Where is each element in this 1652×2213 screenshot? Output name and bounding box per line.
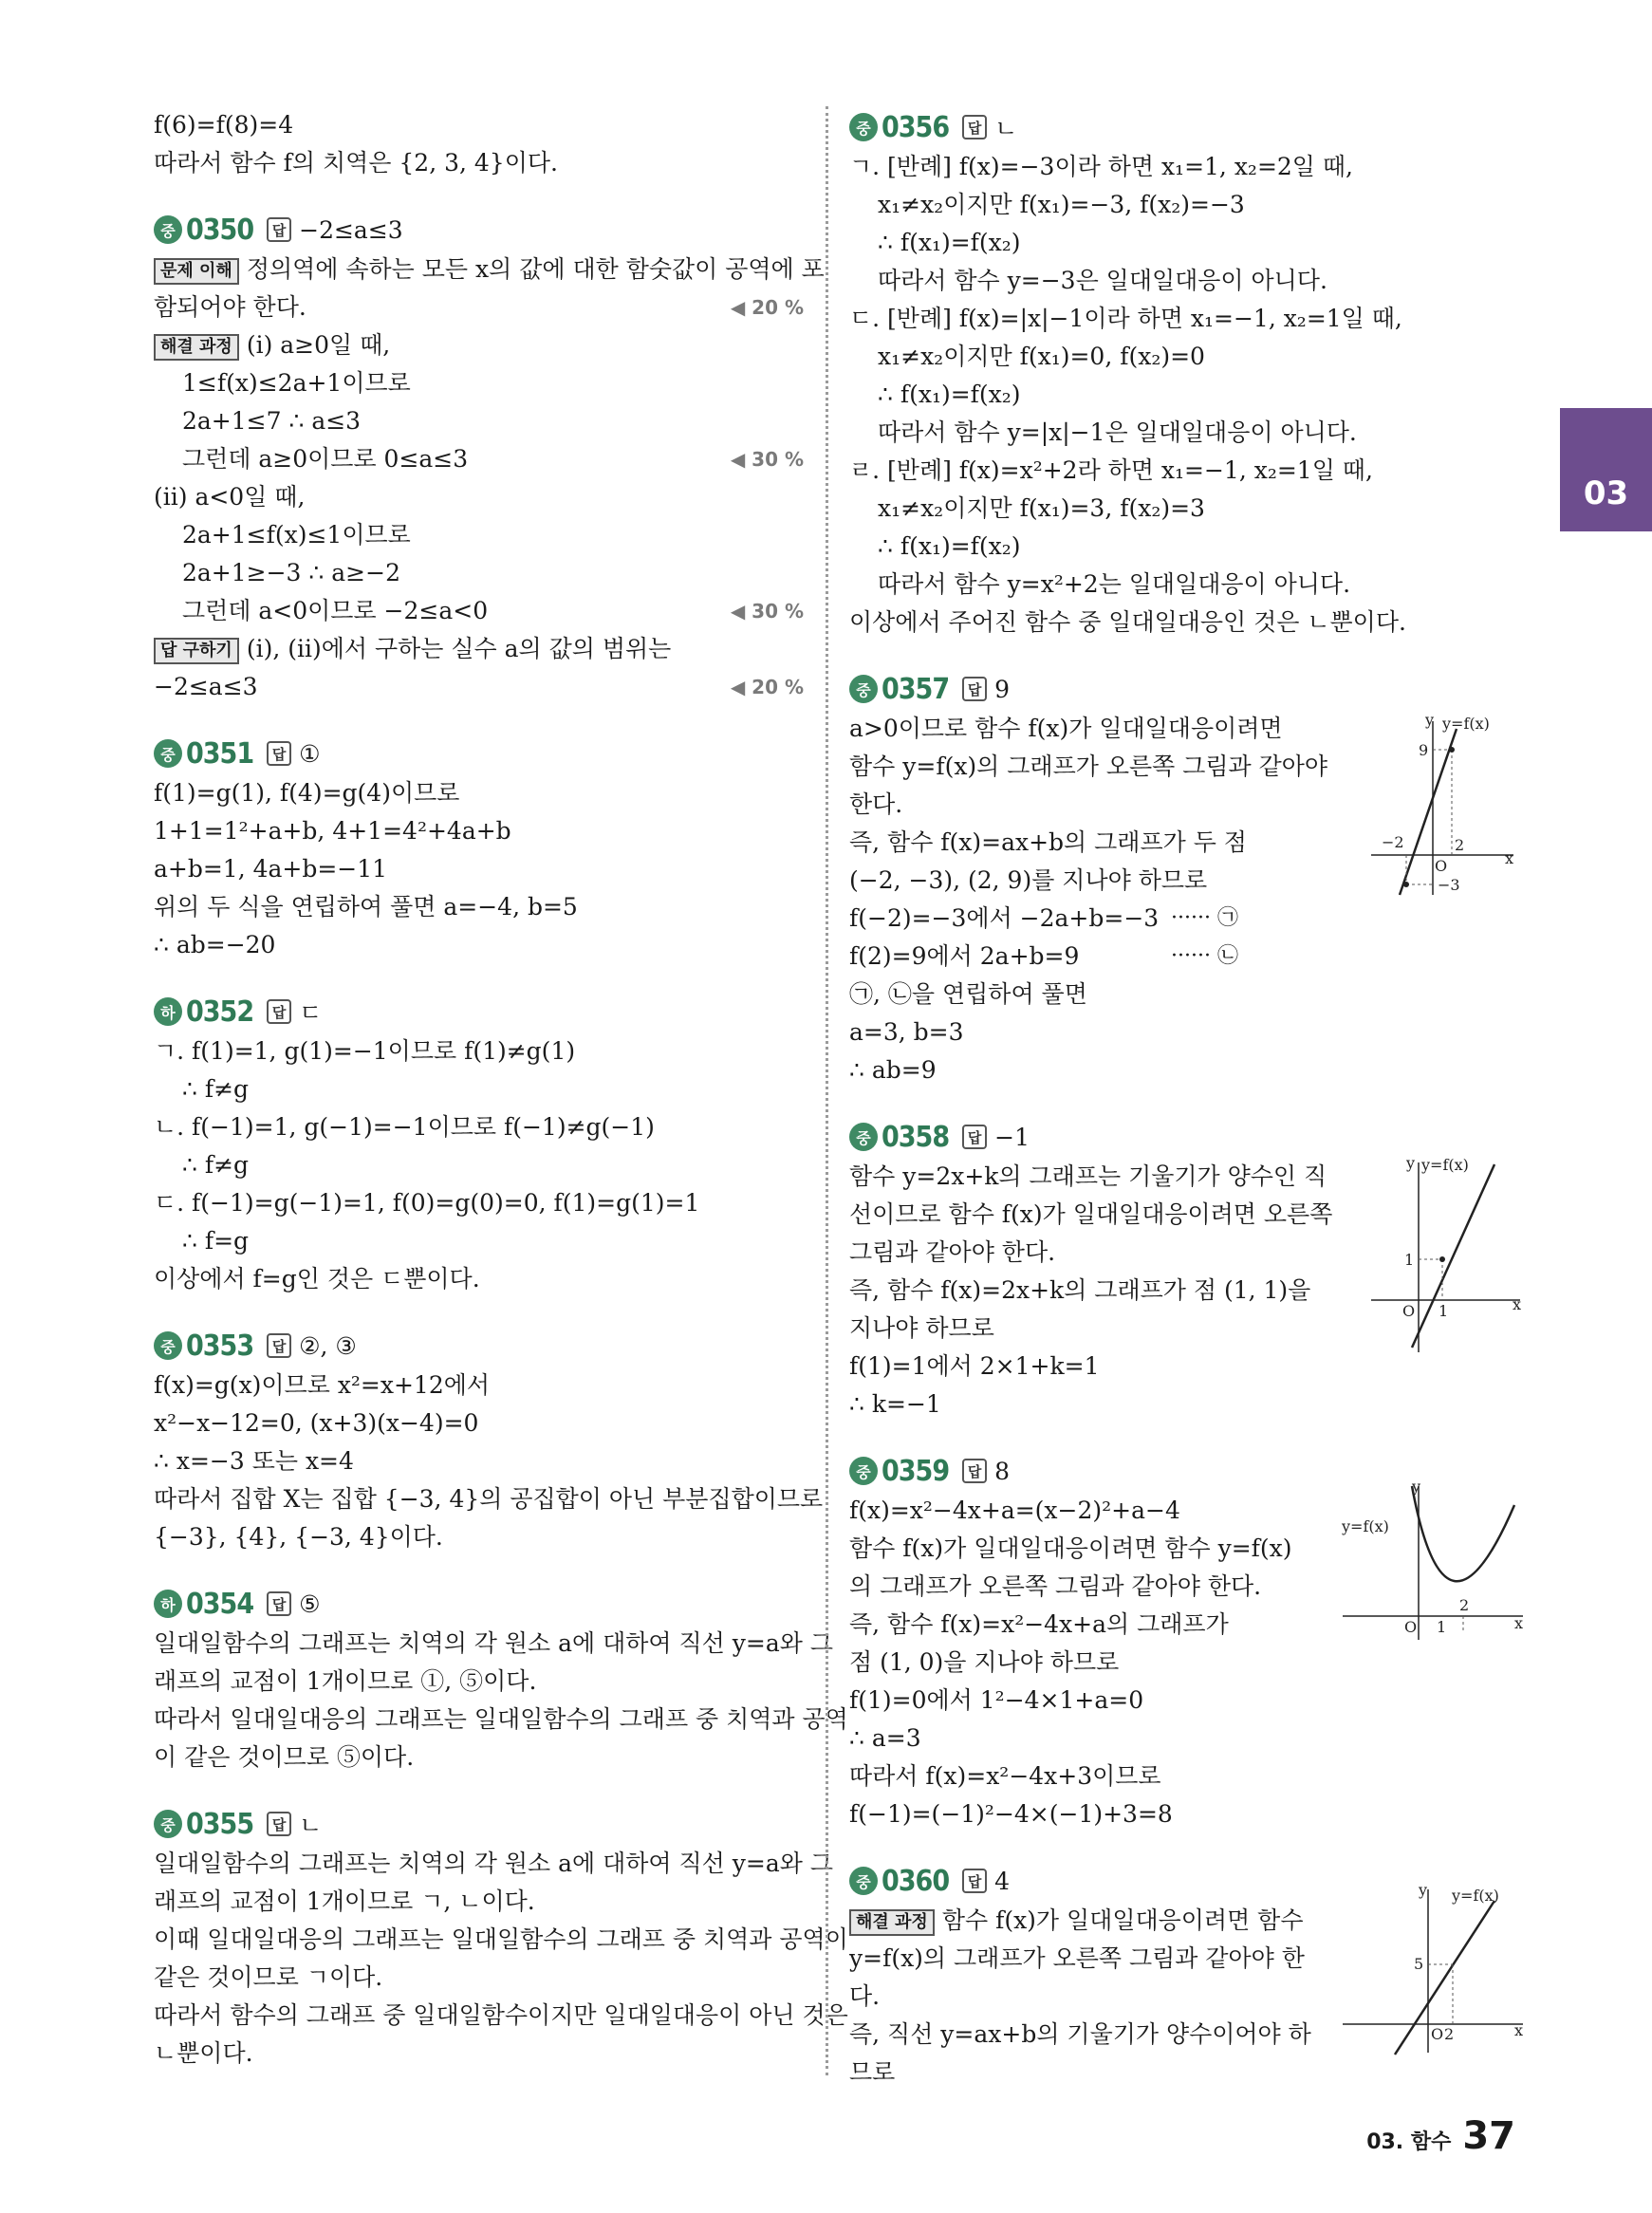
graph-0360-y-axis-label: y: [1419, 1882, 1428, 1899]
line-text: ㄷ. f(−1)=g(−1)=1, f(0)=g(0)=0, f(1)=g(1)=1: [154, 1189, 700, 1217]
line-text: 1≤f(x)≤2a+1이므로: [182, 369, 411, 397]
right-column: [849, 106, 1409, 2092]
line-text: 함수 f(x)가 일대일대응이려면 함수 y=f(x): [849, 1534, 1292, 1562]
graph-0358-tick-x1: 1: [1439, 1302, 1449, 1320]
solution-line: [849, 1568, 1409, 1606]
line-text: a=3, b=3: [849, 1018, 964, 1046]
line-text: 2a+1≤7 ∴ a≤3: [182, 407, 362, 435]
solution-line: [154, 888, 804, 926]
solution-line: [849, 1158, 1409, 1196]
solution-line: [849, 1757, 1409, 1795]
chapter-tab-label: 03: [1583, 474, 1629, 512]
line-text: ㄹ. [반례] f(x)=x²+2라 하면 x₁=−1, x₂=1일 때,: [849, 456, 1373, 484]
problem-number: 0354: [186, 1587, 254, 1621]
solution-line: [154, 440, 804, 478]
solution-line: [849, 1272, 1409, 1310]
problem-number: 0356: [882, 110, 950, 144]
line-text: f(x)=x²−4x+a=(x−2)²+a−4: [849, 1497, 1180, 1524]
solution-line: [154, 592, 804, 630]
solution-line: [154, 668, 804, 706]
solution-line: [849, 338, 1409, 376]
solution-line: [154, 1921, 848, 1959]
graph-0357-origin: O: [1435, 857, 1448, 875]
answer-value: ①: [299, 739, 321, 768]
line-text: 그림과 같아야 한다.: [849, 1238, 1056, 1266]
answer-icon: 답: [267, 1591, 291, 1616]
line-text: 2a+1≥−3 ∴ a≥−2: [182, 559, 400, 586]
problem-header: [154, 1803, 804, 1845]
graph-0360-origin: O: [1431, 2025, 1444, 2043]
step-tag: 해결 과정: [849, 1909, 935, 1936]
solution-line: [154, 478, 804, 516]
problem-number: 0353: [186, 1329, 254, 1363]
line-text: x²−x−12=0, (x+3)(x−4)=0: [154, 1409, 479, 1437]
spacer: [154, 1556, 804, 1583]
line-text: a>0이므로 함수 f(x)가 일대일대응이려면: [849, 715, 1283, 742]
line-text: (ⅱ) a<0일 때,: [154, 483, 306, 511]
solution-line: [849, 710, 1409, 748]
problem-number: 0359: [882, 1454, 950, 1488]
line-text: 2a+1≤f(x)≤1이므로: [182, 521, 411, 549]
graph-0360-tick-5: 5: [1414, 1955, 1424, 1973]
difficulty-badge: 하: [154, 997, 182, 1026]
line-text: ∴ ab=9: [849, 1056, 937, 1084]
solution-line: [849, 900, 1409, 938]
line-text: 따라서 일대일대응의 그래프는 일대일함수의 그래프 중 치역과 공역: [154, 1705, 848, 1733]
solution-line: [849, 2054, 1409, 2092]
problem-header: [154, 1583, 804, 1625]
chapter-tab: [1560, 408, 1652, 531]
solution-line: [154, 1883, 804, 1921]
difficulty-badge: 중: [154, 1810, 182, 1838]
line-text: ∴ f≠g: [182, 1075, 250, 1103]
line-text: 따라서 함수 y=−3은 일대일대응이 아니다.: [878, 267, 1327, 294]
line-text: 그런데 a<0이므로 −2≤a<0: [182, 597, 489, 624]
problem-header: [154, 991, 804, 1032]
solution-line: [154, 364, 804, 402]
graph-0358: [1366, 1153, 1528, 1357]
line-text: 1+1=1²+a+b, 4+1=4²+4a+b: [154, 817, 511, 845]
problem-number: 0352: [186, 995, 254, 1029]
line-text: 이상에서 주어진 함수 중 일대일대응인 것은 ㄴ뿐이다.: [849, 608, 1406, 636]
line-text: 따라서 함수의 그래프 중 일대일함수이지만 일대일대응이 아닌 것은: [154, 2001, 848, 2029]
line-text: (ⅰ), (ⅱ)에서 구하는 실수 a의 값의 범위는: [246, 635, 672, 662]
spacer: [154, 706, 804, 733]
problem-header: [154, 1325, 804, 1367]
line-text: 따라서 f(x)=x²−4x+3이므로: [849, 1762, 1161, 1790]
spacer: [154, 1298, 804, 1325]
score-percent: ◀ 20 %: [730, 296, 804, 319]
page-number: 37: [1462, 2114, 1515, 2158]
solution-line: [849, 1196, 1409, 1234]
page-footer: [1366, 2114, 1515, 2158]
graph-0359-y-axis-label: y: [1412, 1478, 1421, 1496]
problem-header: [154, 733, 804, 774]
solution-line: [849, 1348, 1409, 1385]
problem-number: 0355: [186, 1807, 254, 1841]
line-text: 따라서 함수 f의 치역은 {2, 3, 4}이다.: [154, 149, 558, 177]
problem-header: [849, 668, 1409, 710]
solution-line: [849, 1940, 1409, 1978]
line-text: 일대일함수의 그래프는 치역의 각 원소 a에 대하여 직선 y=a와 그: [154, 1850, 834, 1877]
solution-line: [849, 1310, 1409, 1348]
line-text: 같은 것이므로 ㄱ이다.: [154, 1963, 383, 1991]
line-text: 이때 일대일대응의 그래프는 일대일함수의 그래프 중 치역과 공역이: [154, 1925, 848, 1953]
solution-line: [849, 1051, 1409, 1089]
column-divider: [826, 106, 828, 2075]
graph-0359-tick-1: 1: [1437, 1618, 1447, 1636]
line-text: 즉, 함수 f(x)=ax+b의 그래프가 두 점: [849, 828, 1247, 856]
line-text: 래프의 교점이 1개이므로 ①, ⑤이다.: [154, 1667, 537, 1695]
line-text: y=f(x)의 그래프가 오른쪽 그림과 같아야 한: [849, 1944, 1305, 1972]
line-text: x₁≠x₂이지만 f(x₁)=3, f(x₂)=3: [878, 494, 1205, 522]
line-text: f(1)=0에서 1²−4×1+a=0: [849, 1686, 1144, 1714]
step-tag: 답 구하기: [154, 638, 239, 664]
line-text: 즉, 직선 y=ax+b의 기울기가 양수이어야 하: [849, 2020, 1311, 2048]
line-text: ㄴ뿐이다.: [154, 2039, 253, 2067]
answer-icon: 답: [962, 1459, 987, 1483]
solution-line: [849, 786, 1409, 824]
solution-line: [849, 1795, 1409, 1833]
difficulty-badge: 중: [849, 1123, 878, 1151]
line-text: 점 (1, 0)을 지나야 하므로: [849, 1648, 1120, 1676]
solution-line: [849, 528, 1409, 566]
graph-0357-tick-9: 9: [1419, 741, 1429, 759]
difficulty-badge: 중: [849, 1457, 878, 1485]
difficulty-badge: 중: [154, 215, 182, 244]
solution-line: [154, 850, 804, 888]
answer-icon: 답: [962, 1869, 987, 1893]
spacer: [849, 1089, 1409, 1116]
line-text: f(−2)=−3에서 −2a+b=−3: [849, 904, 1160, 932]
line-text: 의 그래프가 오른쪽 그림과 같아야 한다.: [849, 1572, 1262, 1600]
line-text: ㄱ. [반례] f(x)=−3이라 하면 x₁=1, x₂=2일 때,: [849, 153, 1353, 180]
solution-line: [849, 976, 1409, 1014]
solution-line: [154, 1070, 804, 1108]
solution-line: [154, 1959, 804, 1997]
line-text: 함수 y=f(x)의 그래프가 오른쪽 그림과 같아야: [849, 753, 1328, 780]
solution-line: [849, 824, 1409, 862]
solution-line: [154, 1108, 804, 1146]
line-text: 래프의 교점이 1개이므로 ㄱ, ㄴ이다.: [154, 1888, 535, 1915]
graph-0357-tick-2: 2: [1455, 836, 1465, 854]
answer-icon: 답: [267, 217, 291, 242]
solution-line: [154, 1032, 804, 1070]
answer-value: ②, ③: [299, 1331, 357, 1360]
solution-line: [849, 1644, 1409, 1682]
line-text: (ⅰ) a≥0일 때,: [246, 331, 391, 359]
solution-line: [154, 1518, 804, 1556]
line-text: 따라서 함수 y=x²+2는 일대일대응이 아니다.: [878, 570, 1351, 598]
line-text: 선이므로 함수 f(x)가 일대일대응이려면 오른쪽: [849, 1200, 1333, 1228]
score-percent: ◀ 30 %: [730, 448, 804, 471]
line-text: a+b=1, 4a+b=−11: [154, 855, 388, 883]
answer-value: −2≤a≤3: [299, 215, 403, 244]
solution-line: [154, 1222, 804, 1260]
graph-0360-tick-2: 2: [1444, 2025, 1455, 2043]
line-text: ∴ f(x₁)=f(x₂): [878, 381, 1021, 408]
equation-marker: ······ ㉠: [1171, 906, 1238, 930]
solution-line: [154, 326, 804, 364]
line-text: ∴ f(x₁)=f(x₂): [878, 229, 1021, 256]
problem-number: 0351: [186, 736, 254, 771]
line-text: −2≤a≤3: [154, 673, 258, 700]
line-text: {−3}, {4}, {−3, 4}이다.: [154, 1523, 443, 1551]
graph-0360: [1338, 1882, 1528, 2057]
solution-line: [849, 862, 1409, 900]
solution-line: [849, 1014, 1409, 1051]
spacer: [154, 1776, 804, 1803]
solution-line: [154, 1442, 804, 1480]
solution-line: [849, 566, 1409, 604]
graph-0358-tick-y1: 1: [1404, 1251, 1415, 1269]
graph-0359-curve-label: y=f(x): [1342, 1517, 1389, 1535]
solution-line: [849, 1530, 1409, 1568]
line-text: ∴ x=−3 또는 x=4: [154, 1447, 354, 1475]
graph-0359-origin: O: [1404, 1618, 1418, 1636]
line-text: ∴ ab=−20: [154, 931, 276, 958]
solution-line: [849, 604, 1409, 642]
line-text: 일대일함수의 그래프는 치역의 각 원소 a에 대하여 직선 y=a와 그: [154, 1629, 834, 1657]
solution-line: [154, 926, 804, 964]
solution-line: [154, 1146, 804, 1184]
answer-icon: 답: [267, 999, 291, 1024]
solution-line: [849, 186, 1409, 224]
graph-0357: [1366, 710, 1518, 900]
solution-line: [154, 1184, 804, 1222]
line-text: ㉠, ㉡을 연립하여 풀면: [849, 980, 1087, 1008]
solution-line: [154, 106, 804, 144]
answer-icon: 답: [962, 677, 987, 701]
solution-line: [154, 1701, 848, 1739]
solution-line: [154, 630, 804, 668]
solution-line: [154, 144, 804, 182]
line-text: 따라서 함수 y=|x|−1은 일대일대응이 아니다.: [878, 418, 1357, 446]
solution-line: [154, 1260, 804, 1298]
line-text: f(−1)=(−1)²−4×(−1)+3=8: [849, 1800, 1173, 1828]
graph-0359-tick-2: 2: [1459, 1596, 1470, 1614]
graph-0357-curve-label: y=f(x): [1442, 715, 1490, 733]
line-text: ∴ a=3: [849, 1724, 921, 1752]
spacer: [849, 642, 1409, 668]
equation-marker: ······ ㉡: [1171, 944, 1238, 968]
graph-0359: [1338, 1478, 1528, 1645]
difficulty-badge: 중: [849, 1867, 878, 1895]
solution-line: [154, 1367, 804, 1404]
line-text: f(6)=f(8)=4: [154, 111, 294, 139]
answer-icon: 답: [267, 1333, 291, 1358]
problem-header: [849, 106, 1409, 148]
solution-line: [849, 1492, 1409, 1530]
solution-line: [849, 2016, 1409, 2054]
footer-section: 03. 함수: [1366, 2130, 1452, 2154]
difficulty-badge: 하: [154, 1590, 182, 1618]
answer-value: −1: [994, 1123, 1030, 1151]
line-text: 위의 두 식을 연립하여 풀면 a=−4, b=5: [154, 893, 578, 921]
line-text: 즉, 함수 f(x)=x²−4x+a의 그래프가: [849, 1610, 1229, 1638]
solution-line: [154, 402, 804, 440]
line-text: 므로: [849, 2058, 896, 2086]
solution-line: [849, 414, 1409, 452]
graph-0358-curve-label: y=f(x): [1421, 1156, 1469, 1174]
solution-line: [154, 1625, 834, 1663]
score-percent: ◀ 20 %: [730, 676, 804, 698]
solution-line: [154, 1997, 848, 2035]
answer-value: 4: [994, 1867, 1011, 1895]
line-text: ㄱ. f(1)=1, g(1)=−1이므로 f(1)≠g(1): [154, 1037, 576, 1065]
answer-icon: 답: [962, 1125, 987, 1149]
problem-number: 0360: [882, 1864, 950, 1898]
solution-line: [849, 1234, 1409, 1272]
solution-line: [849, 1902, 1409, 1940]
line-text: f(2)=9에서 2a+b=9: [849, 942, 1080, 970]
line-text: ㄴ. f(−1)=1, g(−1)=−1이므로 f(−1)≠g(−1): [154, 1113, 655, 1141]
spacer: [849, 1833, 1409, 1860]
solution-line: [154, 288, 804, 326]
solution-line: [849, 748, 1409, 786]
graph-0358-origin: O: [1402, 1302, 1416, 1320]
solution-line: [154, 1480, 824, 1518]
problem-header: [849, 1450, 1409, 1492]
graph-0357-tick-neg2: −2: [1382, 833, 1404, 851]
line-text: 그런데 a≥0이므로 0≤a≤3: [182, 445, 469, 473]
solution-line: [154, 1404, 804, 1442]
line-text: 한다.: [849, 790, 903, 818]
solution-line: [154, 1739, 804, 1776]
line-text: ∴ f(x₁)=f(x₂): [878, 532, 1021, 560]
answer-value: ㄴ: [299, 1812, 323, 1839]
spacer: [154, 182, 804, 209]
answer-icon: 답: [267, 741, 291, 766]
graph-0360-x-axis-label: x: [1514, 2021, 1524, 2039]
step-tag: 해결 과정: [154, 334, 239, 361]
difficulty-badge: 중: [154, 1331, 182, 1360]
problem-header: [849, 1860, 1409, 1902]
solution-line: [849, 1682, 1409, 1720]
line-text: 정의역에 속하는 모든 x의 값에 대한 함숫값이 공역에 포: [246, 255, 825, 283]
score-percent: ◀ 30 %: [730, 600, 804, 623]
answer-value: ㄷ: [299, 999, 323, 1027]
line-text: 이 같은 것이므로 ⑤이다.: [154, 1743, 415, 1771]
spacer: [849, 1423, 1409, 1450]
answer-icon: 답: [962, 115, 987, 139]
difficulty-badge: 중: [154, 739, 182, 768]
line-text: ∴ f=g: [182, 1227, 250, 1255]
answer-icon: 답: [267, 1812, 291, 1836]
solution-line: [849, 262, 1409, 300]
graph-0358-x-axis-label: x: [1513, 1295, 1522, 1313]
problem-number: 0357: [882, 672, 950, 706]
graph-0357-x-axis-label: x: [1505, 849, 1514, 867]
line-text: ㄷ. [반례] f(x)=|x|−1이라 하면 x₁=−1, x₂=1일 때,: [849, 305, 1402, 332]
solution-line: [849, 376, 1409, 414]
solution-line: [154, 1845, 834, 1883]
line-text: x₁≠x₂이지만 f(x₁)=−3, f(x₂)=−3: [878, 191, 1245, 218]
line-text: x₁≠x₂이지만 f(x₁)=0, f(x₂)=0: [878, 343, 1205, 370]
line-text: 함수 y=2x+k의 그래프는 기울기가 양수인 직: [849, 1162, 1327, 1190]
solution-line: [849, 938, 1409, 976]
answer-value: ㄴ: [994, 115, 1018, 142]
graph-0357-tick-neg3: −3: [1438, 876, 1460, 894]
solution-line: [849, 1385, 1409, 1423]
line-text: ∴ k=−1: [849, 1390, 941, 1418]
spacer: [154, 964, 804, 991]
solution-line: [154, 251, 825, 288]
solution-line: [849, 490, 1409, 528]
graph-0359-x-axis-label: x: [1514, 1614, 1524, 1632]
graph-0357-y-axis-label: y: [1425, 711, 1435, 729]
line-text: 따라서 집합 X는 집합 {−3, 4}의 공집합이 아닌 부분집합이므로: [154, 1485, 824, 1513]
line-text: 함수 f(x)가 일대일대응이려면 함수: [941, 1906, 1304, 1934]
problem-number: 0350: [186, 213, 254, 247]
line-text: 즉, 함수 f(x)=2x+k의 그래프가 점 (1, 1)을: [849, 1276, 1311, 1304]
line-text: 이상에서 f=g인 것은 ㄷ뿐이다.: [154, 1265, 480, 1292]
solution-line: [849, 148, 1409, 186]
graph-0358-y-axis-label: y: [1406, 1154, 1416, 1172]
line-text: 지나야 하므로: [849, 1314, 994, 1342]
solution-line: [154, 554, 804, 592]
answer-value: 8: [994, 1457, 1011, 1485]
line-text: 함되어야 한다.: [154, 293, 306, 321]
solution-line: [849, 1978, 1409, 2016]
solution-line: [154, 812, 804, 850]
solution-line: [849, 1720, 1409, 1757]
problem-number: 0358: [882, 1120, 950, 1154]
difficulty-badge: 중: [849, 113, 878, 141]
line-text: f(1)=g(1), f(4)=g(4)이므로: [154, 779, 460, 807]
solution-line: [849, 1606, 1409, 1644]
solution-line: [154, 1663, 804, 1701]
answer-value: 9: [994, 675, 1011, 703]
line-text: f(x)=g(x)이므로 x²=x+12에서: [154, 1371, 491, 1399]
graph-0360-curve-label: y=f(x): [1452, 1887, 1499, 1905]
solution-line: [849, 224, 1409, 262]
line-text: (−2, −3), (2, 9)를 지나야 하므로: [849, 866, 1208, 894]
solution-line: [154, 2035, 804, 2073]
solution-line: [154, 774, 804, 812]
step-tag: 문제 이해: [154, 258, 239, 285]
difficulty-badge: 중: [849, 675, 878, 703]
solution-line: [154, 516, 804, 554]
left-column: [154, 106, 848, 2073]
line-text: f(1)=1에서 2×1+k=1: [849, 1352, 1100, 1380]
solution-line: [849, 300, 1409, 338]
line-text: 다.: [849, 1982, 881, 2010]
answer-value: ⑤: [299, 1590, 321, 1618]
problem-header: [154, 209, 804, 251]
line-text: ∴ f≠g: [182, 1151, 250, 1179]
solution-line: [849, 452, 1409, 490]
problem-header: [849, 1116, 1409, 1158]
